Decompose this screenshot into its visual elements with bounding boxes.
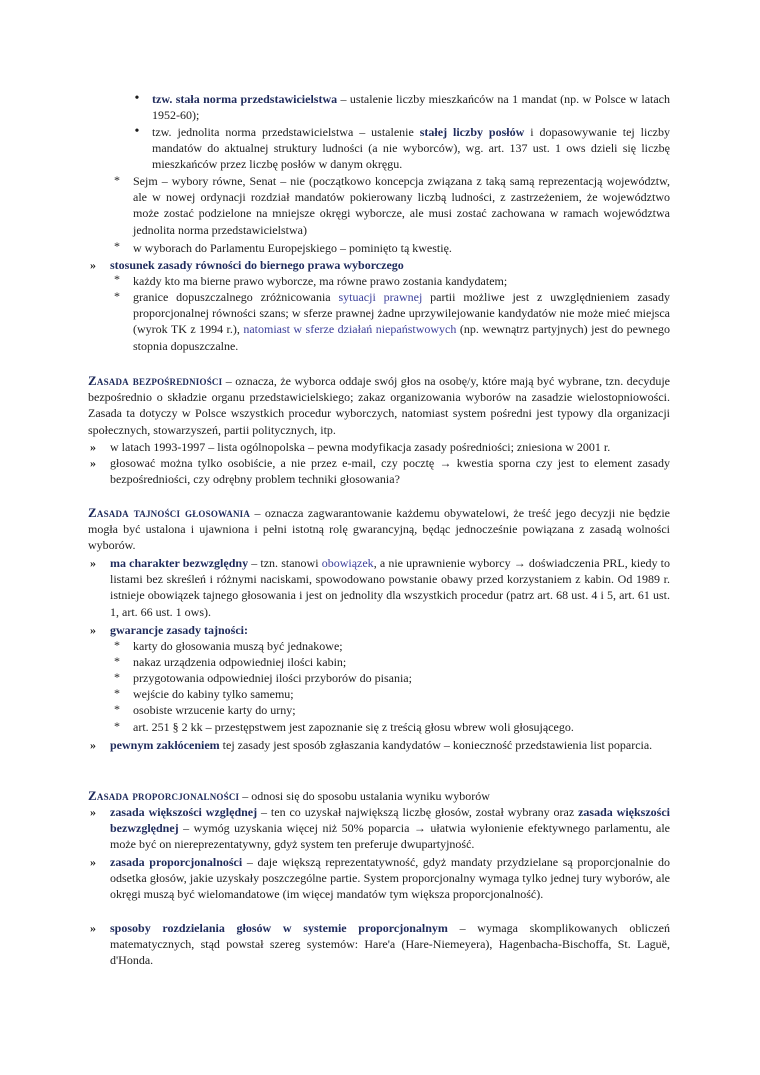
list-item-glosowanie-osobiste: głosować można tylko osobiście, a nie przez e-mail, czy pocztę → kwestia sporna czy jest to element zasady bezpośredniości, czy odrębny problem techniki głosowania? [110,456,670,487]
bullet-star: * [114,173,120,187]
list-item-bierne-prawo: każdy kto ma bierne prawo wyborcze, ma równe prawo zostania kandydatem; [133,274,508,288]
rownosc-bierne-title: stosunek zasady równości do biernego prawa wyborczego [110,258,404,272]
bullet-guillemet: » [90,440,96,454]
bullet-guillemet: » [90,556,96,570]
list-item-jednolita-norma: tzw. jednolita norma przedstawicielstwa – ustalenie stałej liczby posłów i dopasowywanie tej liczby mandatów do aktualnej struktury ludności (a nie wyborców), wg. art. 137 ust. 1 ows dzieli się liczbę mieszkańców przez liczbę posłów w danym okręgu. [152,125,670,172]
link-sfera-niepanstwowa: natomiast w sferze działań niepaństwowych [243,322,457,337]
bullet-star: * [114,272,120,286]
list-item-sejm-senat: Sejm – wybory równe, Senat – nie (początkowo koncepcja związana z taką samą reprezentacją województw, ale w nowej ordynacji rozdział mandatów pokierowany liczbą ludności, z zastrzeżeniem, że województwo może zostać podzielone na mniejsze okręgi wyborcze, ale musi zostać zachowana w ramach województwa jednolita norma przedstawicielstwa) [133,174,670,237]
bullet-star: * [114,289,120,303]
bullet-guillemet: » [90,456,96,470]
gwarancja-item: karty do głosowania muszą być jednakowe; [133,639,343,653]
bullet-guillemet: » [90,738,96,752]
bullet-star: * [114,719,120,733]
bullet-guillemet: » [90,258,96,272]
bullet-guillemet: » [90,921,96,935]
list-item-granice-zroznicowania: granice dopuszczalnego zróżnicowania sytuacji prawnej partii możliwe jest z uwzględnieniem zasady proporcjonalnej równości szans; w sferze prawnej żadne uprzywilejowanie kandydatów nie może mieć miejsca (wyrok TK z 1994 r.), natomiast w sferze działań niepaństwowych (np. wewnątrz partyjnych) jest do pewnego stopnia dopuszczalne. [133,290,671,353]
gwarancja-item: przygotowania odpowiedniej ilości przyborów do pisania; [133,671,412,685]
list-item-wiekszosc: zasada większości względnej – ten co uzyskał największą liczbę głosów, został wybrany oraz zasada większości bezwzględnej – wymóg uzyskania więcej niż 50% poparcia → ułatwia wyłonienie efektywnego parlamentu, ale może być on niereprezentatywny, gdyż system ten preferuje dwupartyjność. [110,805,671,852]
link-obowiazek: obowiązek [321,556,374,570]
list-item-zaklocenie: pewnym zakłóceniem tej zasady jest sposób zgłaszania kandydatów – konieczność przedstawienia list poparcia. [110,738,653,752]
heading-tajnosc: Zasada tajności głosowania [88,505,251,520]
bullet-star: * [114,702,120,716]
gwarancja-item: osobiste wrzucenie karty do urny; [133,703,296,717]
bullet-star: * [114,638,120,652]
bullet-dot: • [134,124,140,139]
list-item-stala-norma: tzw. stała norma przedstawicielstwa – ustalenie liczby mieszkańców na 1 mandat (np. w Polsce w latach 1952-60); [152,92,671,123]
bullet-star: * [114,654,120,668]
section-proporcjonalnosc: Zasada proporcjonalności – odnosi się do sposobu ustalania wyniku wyborów [88,788,490,803]
gwarancja-item: wejście do kabiny tylko samemu; [133,687,294,701]
bullet-dot: • [134,91,140,106]
section-tajnosc: Zasada tajności głosowania – oznacza zagwarantowanie każdemu obywatelowi, że treść jego decyzji nie będzie mogła być ustalona i ujawniona i pełni istotną rolę gwarancyjną, będąc jednocześnie powiązana z zasadą wolności wyborów. [88,505,670,553]
heading-bezposredniosc: Zasada bezpośredniości [88,373,223,388]
section-bezposredniosc: Zasada bezpośredniości – oznacza, że wyborca oddaje swój głos na osobę/y, które mają być wybrane, tzn. decyduje bezpośrednio o składzie organu przedstawicielskiego; zakaz organizowania wyborów na zasadzie wielostopniowości. Zasada ta dotyczy w Polsce wszystkich procedur wyborczych, natomiast system pośredni jest typowy dla organizacji społecznych, stowarzyszeń, partii politycznych, itp. [88,373,670,437]
bullet-guillemet: » [90,805,96,819]
list-item-lista-ogolnopolska: w latach 1993-1997 – lista ogólnopolska – pewna modyfikacja zasady pośredniości; zniesiona w 2001 r. [110,440,611,454]
link-sytuacja-prawna: sytuacji prawnej [338,290,423,304]
bullet-guillemet: » [90,855,96,869]
gwarancja-item: nakaz urządzenia odpowiedniej ilości kabin; [133,655,347,669]
bullet-star: * [114,239,120,253]
gwarancja-item: art. 251 § 2 kk – przestępstwem jest zapoznanie się z treścią głosu wbrew woli głosującego. [133,720,574,734]
gwarancje-title: gwarancje zasady tajności: [110,623,248,637]
bullet-star: * [114,686,120,700]
list-item-charakter-bezwzgledny: ma charakter bezwzględny – tzn. stanowi obowiązek, a nie uprawnienie wyborcy → doświadczenia PRL, kiedy to listami bez skreśleń i różnymi naciskami, spowodowano powstanie obawy przed korzystaniem z kabin. Od 1989 r. istnieje obowiązek tajnego głosowania i jest on jednolity dla wszystkich procedur (patrz art. 68 ust. 4 i 5, art. 61 ust. 1, art. 66 ust. 1 ows). [110,556,671,619]
list-item-parlament-europejski: w wyborach do Parlamentu Europejskiego – pominięto tą kwestię. [133,241,452,255]
list-item-zasada-proporcjonalnosci: zasada proporcjonalności – daje większą reprezentatywność, gdyż mandaty przydzielane są proporcjonalnie do odsetka głosów, jakie uzyskały poszczególne partie. System proporcjonalny wymaga tylko jednej tury wyborów, ale okręgi muszą być wielomandatowe (im więcej mandatów tym większa proporcjonalność). [110,855,670,902]
bullet-star: * [114,670,120,684]
bullet-guillemet: » [90,623,96,637]
list-item-sposoby-rozdzielania: sposoby rozdzielania głosów w systemie proporcjonalnym – wymaga skomplikowanych obliczeń matematycznych, stąd powstał szereg systemów: Hare'a (Hare-Niemeyera), Hagenbacha-Bischoffa, St. Laguë, d'Honda. [110,921,670,968]
heading-proporcjonalnosc: Zasada proporcjonalności [88,788,240,803]
